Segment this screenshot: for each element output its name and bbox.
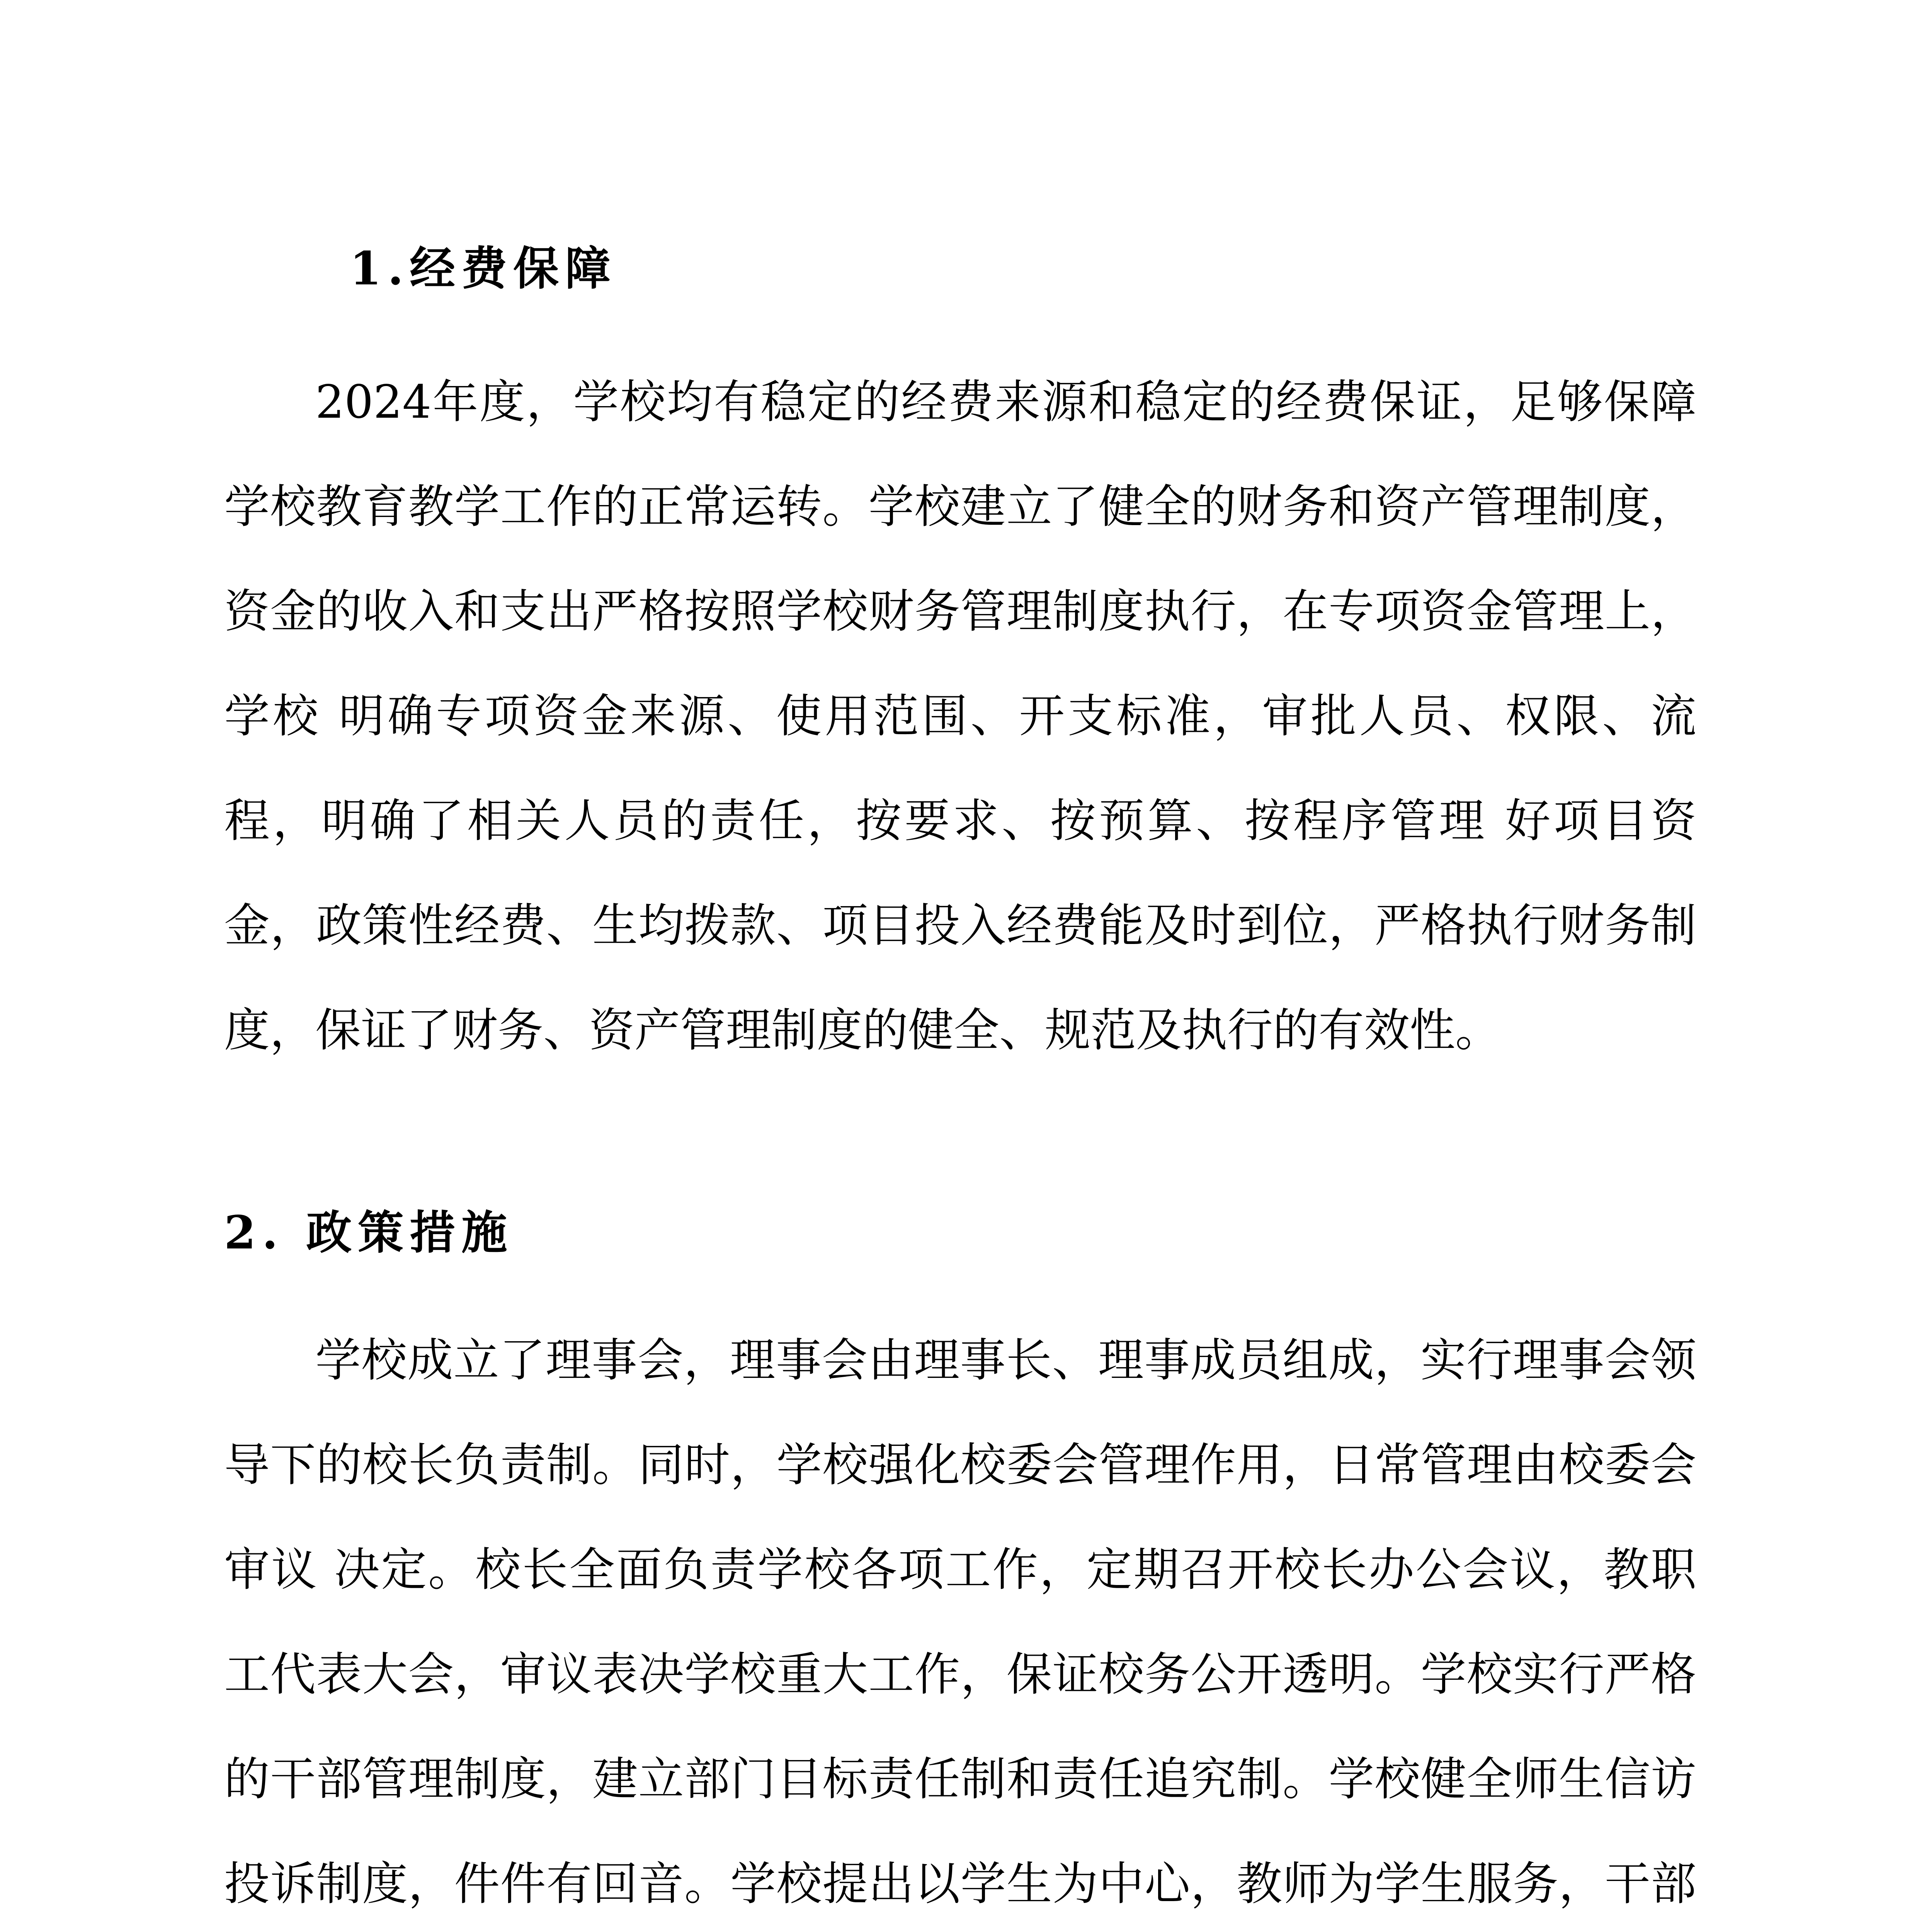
section-heading-funding: 1.经费保障	[350, 242, 617, 295]
section-paragraph-policy: 学校成立了理事会，理事会由理事长、理事成员组成，实行理事会领导下的校长负责制。同时，学校强化校委会管理作用，日常管理由校委会审议 决定。校长全面负责学校各项工作，定期召开校长办公会议，教职工代表大会，审议表决学校重大工作，保证校务公开透明。学校实行严格的干部管理制度，建立部门目标责任制和责任追究制。学校健全师生信访投诉制度，件件有回音。学校提出以学生为中心，教师为学生服务，干部	[224, 1333, 1696, 1910]
section-paragraph-funding: 2024年度，学校均有稳定的经费来源和稳定的经费保证，足够保障学校教育教学工作的正常运转。学校建立了健全的财务和资产管理制度，资金的收入和支出严格按照学校财务管理制度执行，在专项资金管理上，学校 明确专项资金来源、使用范围、开支标准，审批人员、权限、流程，明确了相关人员的责任，按要求、按预算、按程序管理 好项目资金，政策性经费、生均拨款、项目投入经费能及时到位，严格执行财务制度，保证了财务、资产管理制度的健全、规范及执行的有效性。	[224, 375, 1696, 1057]
section-heading-policy: 2. 政策措施	[224, 1206, 514, 1259]
